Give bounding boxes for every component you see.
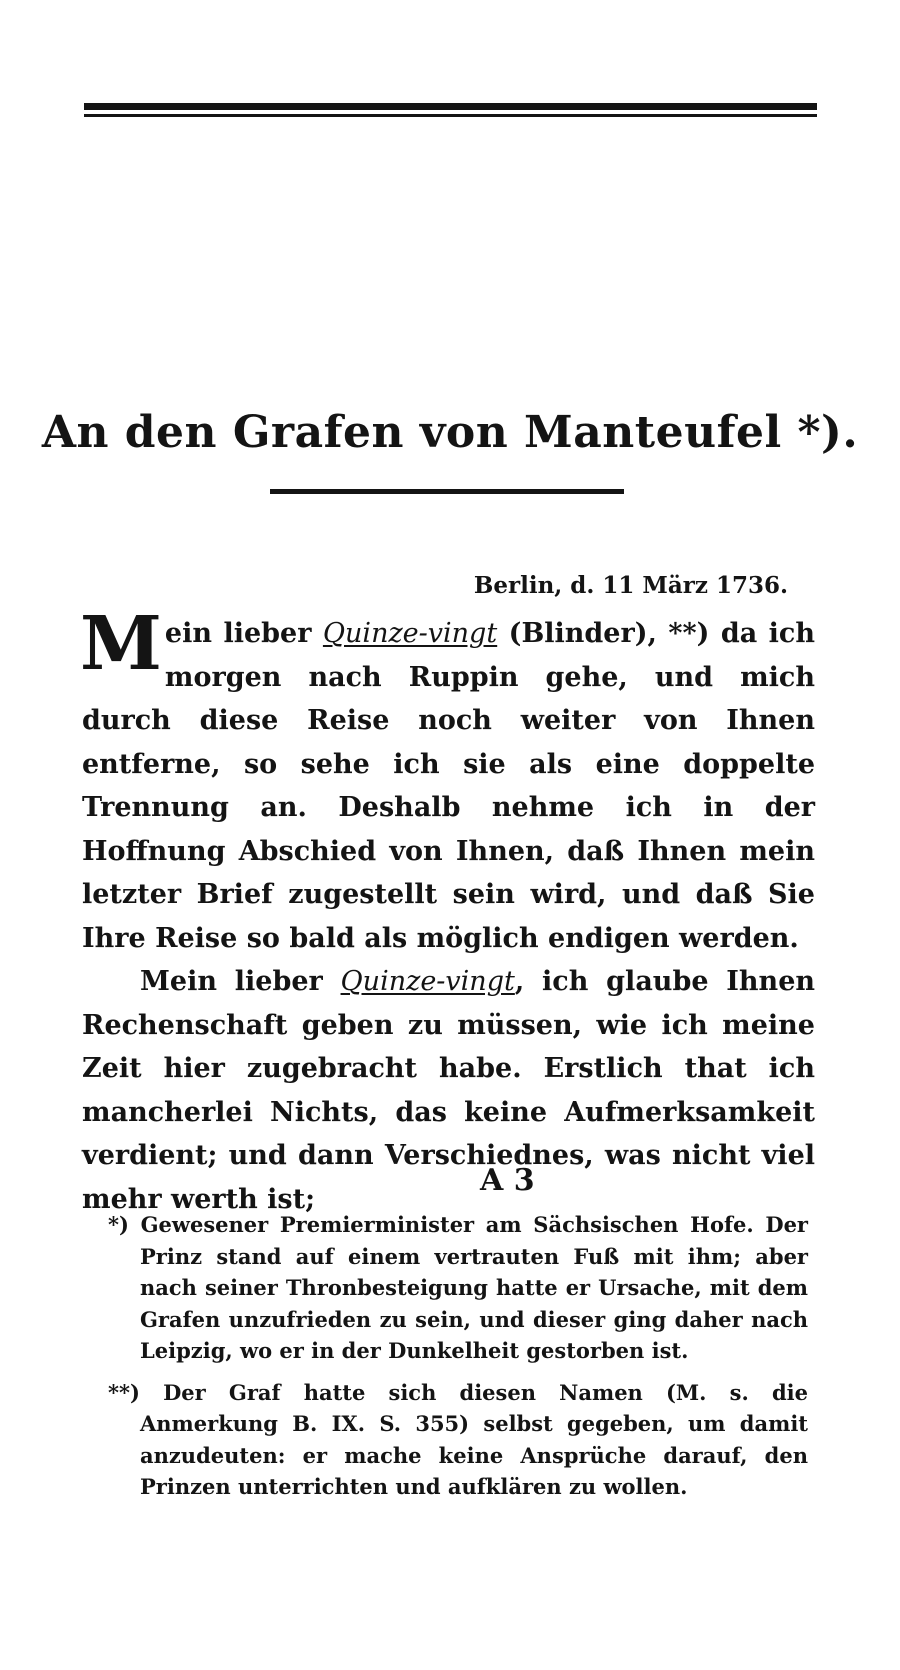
paragraph-2-text-b: , ich glaube Ihnen Rechenschaft geben zu müssen, wie ich meine Zeit hier zugebracht habe. Erstlich that ich mancherlei Nichts, das keine Aufmerksamkeit verdient; und dann Verschiednes, was nicht viel mehr werth ist; xyxy=(82,966,815,1215)
footnote-2: **) Der Graf hatte sich diesen Namen (M. s. die Anmerkung B. IX. S. 355) selbst gegeben, um damit anzudeuten: er mache keine Ansprüche darauf, den Prinzen unterrichten und aufklären zu wollen. xyxy=(108,1379,808,1499)
letter-dateline: Berlin, d. 11 März 1736. xyxy=(473,572,788,599)
footnote-1: *) Gewesener Premierminister am Sächsischen Hofe. Der Prinz stand auf einem vertrauten Fuß mit ihm; aber nach seiner Thronbesteigung hatte er Ursache, mit dem Grafen unzufrieden zu sein, und dieser ging daher nach Leipzig, wo er in der Dunkelheit gestorben ist. xyxy=(108,1212,808,1363)
header-double-rule-thick xyxy=(84,103,817,110)
title-divider-rule xyxy=(270,489,624,494)
drop-cap-initial: M xyxy=(80,601,162,687)
footnotes-block xyxy=(108,1209,808,1503)
paragraph-2-text-a: Mein lieber xyxy=(140,966,341,997)
letter-body xyxy=(80,601,815,1221)
letter-paragraph-2 xyxy=(82,960,815,1221)
paragraph-2-latin-term: Quinze-vingt xyxy=(340,966,515,997)
letter-paragraph-1 xyxy=(80,601,815,960)
sheet-signature-mark: A 3 xyxy=(480,1163,535,1198)
header-double-rule-thin xyxy=(84,114,817,117)
paragraph-1-text-b: (Blinder), **) da ich morgen nach Ruppin gehe, und mich durch diese Reise noch weiter von Ihnen entferne, so sehe ich sie als eine doppelte Trennung an. Deshalb nehme ich in der Hoffnung Abschied von Ihnen, daß Ihnen mein letzter Brief zugestellt sein wird, und daß Sie Ihre Reise so bald als möglich endigen werden. xyxy=(82,618,815,954)
letter-title: An den Grafen von Manteufel *). xyxy=(41,407,859,459)
paragraph-1-text-a: ein lieber xyxy=(164,618,323,649)
paragraph-1-latin-term: Quinze-vingt xyxy=(322,618,498,649)
